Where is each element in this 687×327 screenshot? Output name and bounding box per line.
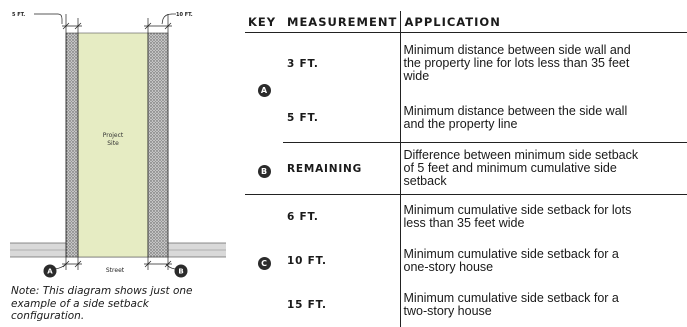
street-label: Street [105,267,125,274]
application-line: Difference between minimum side setback [403,148,639,162]
leader-left-top [34,14,62,24]
application-cell [400,283,687,327]
application-cell [400,195,687,239]
measurement-cell: 6 FT. [287,210,319,223]
setback-table [245,11,687,327]
application-line: Minimum cumulative side setback for lots [403,202,632,217]
site-label-line2: Site [107,140,119,147]
table-row [245,95,687,143]
site-label-line1: Project [102,132,124,139]
application-line: of 5 feet and minimum cumulative side [403,161,617,175]
application-line: less than 35 feet wide [403,215,525,230]
table-header-row [245,11,687,33]
table-row [245,195,687,239]
right-setback-area [148,33,168,257]
application-line: and the property line [403,117,518,132]
badge-a-letter: A [47,267,53,276]
table-row [245,33,687,95]
application-line: Minimum distance between side wall and [403,43,631,58]
application-line: setback [403,174,447,188]
application-line: the property line for lots less than 35 feet [403,56,630,71]
badge-b-letter: B [178,267,184,276]
application-line: wide [403,69,430,84]
measurement-cell: REMAINING [283,143,400,195]
key-badge-a: A [258,84,271,97]
leader-badge-a [55,264,66,269]
application-cell [400,239,687,283]
table-row [245,239,687,283]
measurement-cell: 15 FT. [287,298,327,311]
header-key: KEY [245,11,283,33]
application-cell [400,33,687,95]
measurement-cell: 3 FT. [287,57,319,70]
application-line: one-story house [403,259,494,274]
setback-diagram [0,0,235,327]
key-cell-a [245,33,283,143]
left-setback-area [66,33,78,257]
header-measurement: MEASUREMENT [283,11,400,33]
application-line: Minimum cumulative side setback for a [403,290,619,305]
dim-label-right: 10 FT. [176,12,193,18]
key-cell-b [245,143,283,195]
table-row [245,143,687,195]
application-line: two-story house [403,303,492,318]
key-cell-c [245,195,283,327]
leader-right-top [162,14,172,24]
diagram-note: Note: This diagram shows just one example of a side setback configuration. [11,285,193,322]
measurement-cell: 5 FT. [283,95,400,143]
header-application: APPLICATION [400,11,687,33]
application-line: Minimum cumulative side setback for a [403,246,619,261]
measurement-cell: 10 FT. [287,254,327,267]
application-line: Minimum distance between the side wall [403,104,628,119]
dim-label-left: 5 FT. [12,12,26,18]
application-cell [400,143,687,195]
table-row [245,283,687,327]
key-badge-c: C [258,257,271,270]
key-badge-b: B [258,165,271,178]
application-cell [400,95,687,143]
